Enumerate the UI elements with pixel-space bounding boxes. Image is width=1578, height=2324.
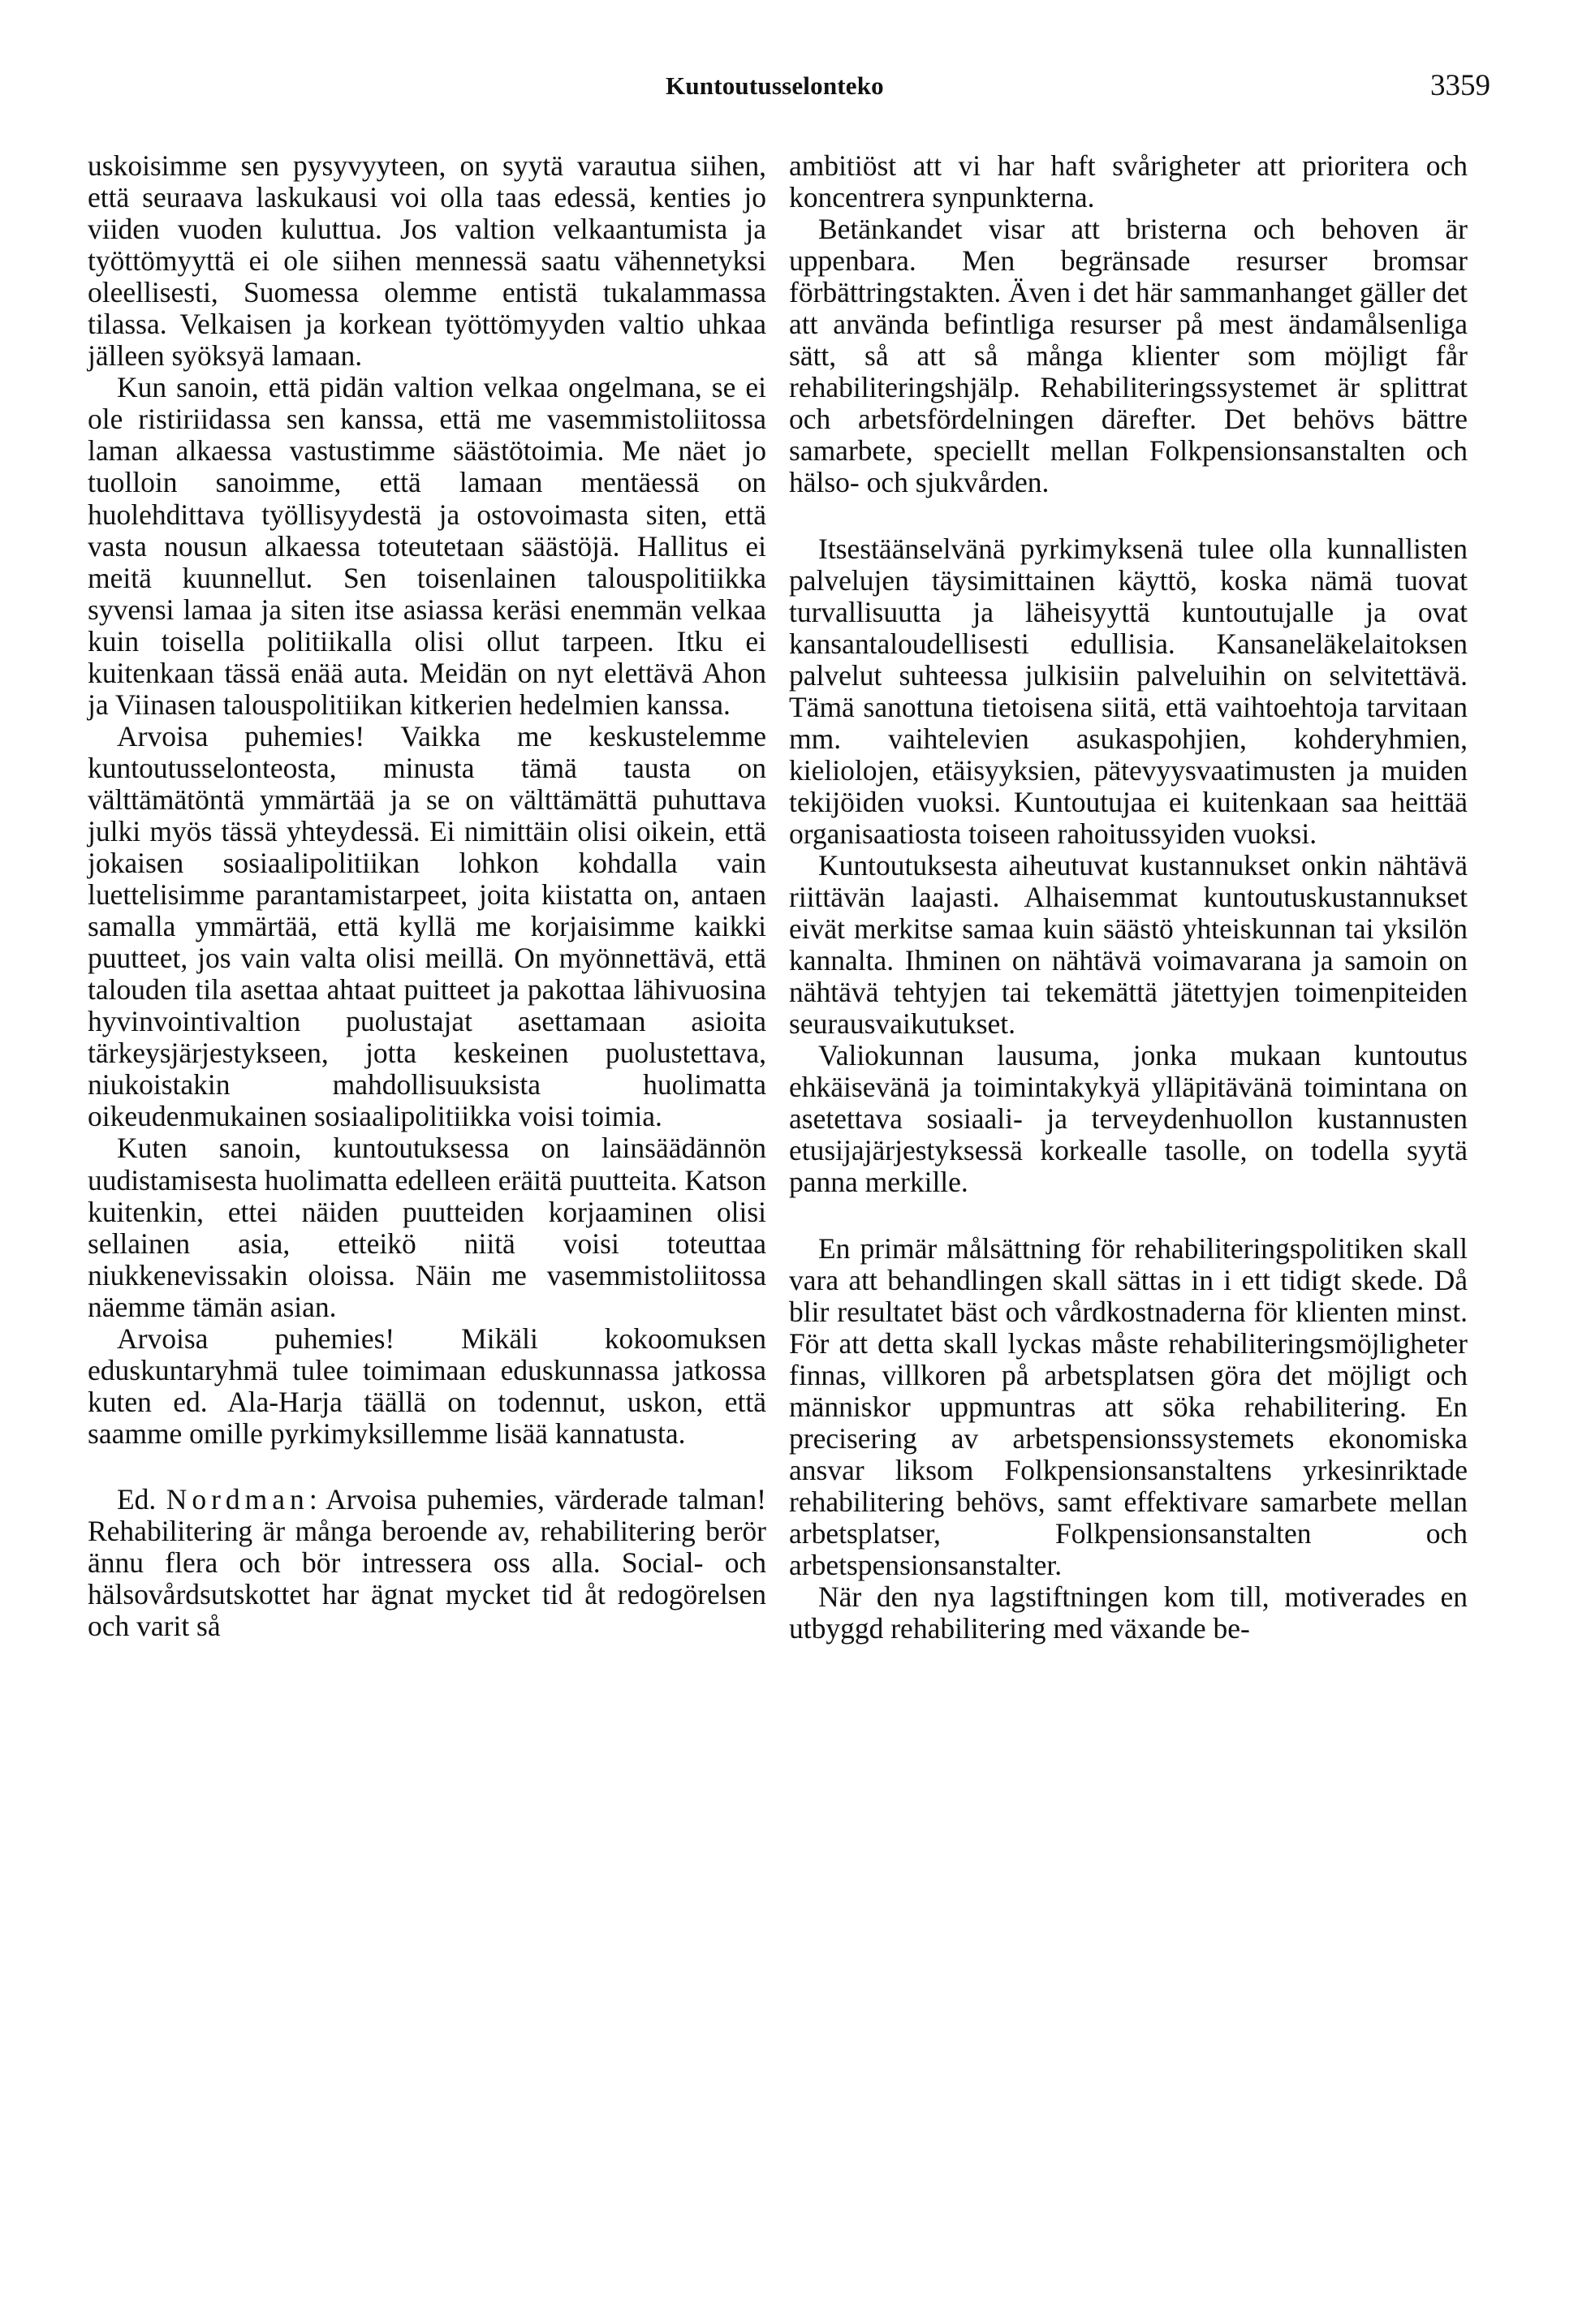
paragraph: Arvoisa puhemies! Mikäli kokoomuksen eduskuntaryhmä tulee toimimaan eduskunnassa jatkossa kuten ed. Ala-Harja täällä on todennut, uskon, että saamme omille pyrkimyksillemme lisää kannatusta. xyxy=(88,1322,766,1450)
speaker-paragraph xyxy=(88,1484,766,1642)
paragraph: En primär målsättning för rehabiliteringspolitiken skall vara att behandlingen skall sättas in i ett tidigt skede. Då blir resultatet bäst och vårdkostnaderna för klienten minst. För att detta skall lyckas måste rehabiliteringsmöjligheter finnas, villkoren på arbetsplatsen göra det möjligt och människor uppmuntras att söka rehabilitering. En precisering av arbetspensionssystemets ekonomiska ansvar liksom Folkpensionsanstaltens yrkesinriktade rehabilitering behövs, samt effektivare samarbete mellan arbetsplatser, Folkpensionsanstalten och arbetspensionsanstalter. xyxy=(789,1231,1468,1581)
page-number: 3359 xyxy=(1430,69,1490,102)
running-header-title: Kuntoutusselonteko xyxy=(666,71,884,100)
paragraph: Kun sanoin, että pidän valtion velkaa ongelmana, se ei ole ristiriidassa sen kanssa, että me vasemmistoliitossa laman alkaessa vastustimme säästötoimia. Me näet jo tuolloin sanoimme, että lamaan mentäessä on huolehdittava työllisyydestä ja ostovoimasta siten, että vasta nousun alkaessa toteutetaan säästöjä. Hallitus ei meitä kuunnellut. Sen toisenlainen talouspolitiikka syvensi lamaa ja siten itse asiassa keräsi enemmän velkaa kuin toisella politiikalla olisi ollut tarpeen. Itku ei kuitenkaan tässä enää auta. Meidän on nyt elettävä Ahon ja Viinasen talouspolitiikan kitkerien hedelmien kanssa. xyxy=(88,371,766,721)
left-column xyxy=(88,150,766,1642)
paragraph: Itsestäänselvänä pyrkimyksenä tulee olla kunnallisten palvelujen täysimittainen käyttö, koska nämä tuovat turvallisuutta ja läheisyyttä kuntoutujalle ja ovat kansantaloudellisesti edullisia. Kansaneläkelaitoksen palvelut suhteessa julkisiin palveluihin on selvitettävä. Tämä sanottuna tietoisena siitä, että vaihtoehtoja tarvitaan mm. vaihtelevien asukaspohjien, kohderyhmien, kieliolojen, etäisyyksien, pätevyysvaatimusten ja muiden tekijöiden vuoksi. Kuntoutujaa ei kuitenkaan saa heittää organisaatiosta toiseen rahoitussyiden vuoksi. xyxy=(789,532,1468,850)
paragraph: När den nya lagstiftningen kom till, motiverades en utbyggd rehabilitering med växande be- xyxy=(789,1580,1468,1645)
paragraph: Arvoisa puhemies! Vaikka me keskustelemme kuntoutusselonteosta, minusta tämä tausta on välttämätöntä ymmärtää ja se on välttämättä puhuttava julki myös tässä yhteydessä. Ei nimittäin olisi oikein, että jokaisen sosiaalipolitiikan lohkon kohdalla vain luettelisimme parantamistarpeet, joita kiistatta on, antaen samalla ymmärtää, että kyllä me korjaisimme kaikki puutteet, jos vain valta olisi meillä. On myönnettävä, että talouden tila asettaa ahtaat puitteet ja pakottaa lähivuosina hyvinvointivaltion puolustajat asettamaan asioita tärkeysjärjestykseen, jotta keskeinen puolustettava, niukoistakin mahdollisuuksista huolimatta oikeudenmukainen sosiaalipolitiikka voisi toimia. xyxy=(88,719,766,1133)
paragraph: Valiokunnan lausuma, jonka mukaan kuntoutus ehkäisevänä ja toimintakykyä ylläpitävänä toimintana on asetettava sosiaali- ja terveydenhuollon kustannusten etusijajärjestyksessä korkealle tasolle, on todella syytä panna merkille. xyxy=(789,1039,1468,1199)
paragraph: Kuntoutuksesta aiheutuvat kustannukset onkin nähtävä riittävän laajasti. Alhaisemmat kuntoutuskustannukset eivät merkitse samaa kuin säästö yhteiskunnan tai yksilön kannalta. Ihminen on nähtävä voimavarana ja samoin on nähtävä tehtyjen tai tekemättä jätettyjen toimenpiteiden seurausvaikutukset. xyxy=(789,848,1468,1041)
speaker-prefix: Ed. xyxy=(117,1482,157,1516)
paragraph: uskoisimme sen pysyvyyteen, on syytä varautua siihen, että seuraava laskukausi voi olla taas edessä, kenties jo viiden vuoden kuluttua. Jos valtion velkaantumista ja työttömyyttä ei ole siihen mennessä saatu vähennetyksi oleellisesti, Suomessa olemme entistä tukalammassa tilassa. Velkaisen ja korkean työttömyyden valtio uhkaa jälleen syöksyä lamaan. xyxy=(88,149,766,373)
paragraph: Kuten sanoin, kuntoutuksessa on lainsäädännön uudistamisesta huolimatta edelleen eräitä puutteita. Katson kuitenkin, ettei näiden puutteiden korjaaminen olisi sellainen asia, etteikö niitä voisi toteuttaa niukkenevissakin oloissa. Näin me vasemmistoliitossa näemme tämän asian. xyxy=(88,1132,766,1323)
speech-text: : Arvoisa puhemies, värderade talman! Rehabilitering är många beroende av, rehabilitering berör ännu flera och bör intressera oss alla. Social- och hälsovårdsutskottet har ägnat mycket tid åt redogörelsen och varit så xyxy=(88,1482,766,1643)
right-column xyxy=(789,150,1468,1645)
paragraph: ambitiöst att vi har haft svårigheter att prioritera och koncentrera synpunkterna. xyxy=(789,149,1468,214)
paragraph: Betänkandet visar att bristerna och behoven är uppenbara. Men begränsade resurser bromsar förbättringstakten. Även i det här sammanhanget gäller det att använda befintliga resurser på mest ändamålsenliga sätt, så att så många klienter som möjligt får rehabiliteringshjälp. Rehabiliteringssystemet är splittrat och arbetsfördelningen därefter. Det behövs bättre samarbete, speciellt mellan Folkpensionsanstalten och hälso- och sjukvården. xyxy=(789,213,1468,499)
speaker-name: Nordman xyxy=(166,1482,309,1516)
